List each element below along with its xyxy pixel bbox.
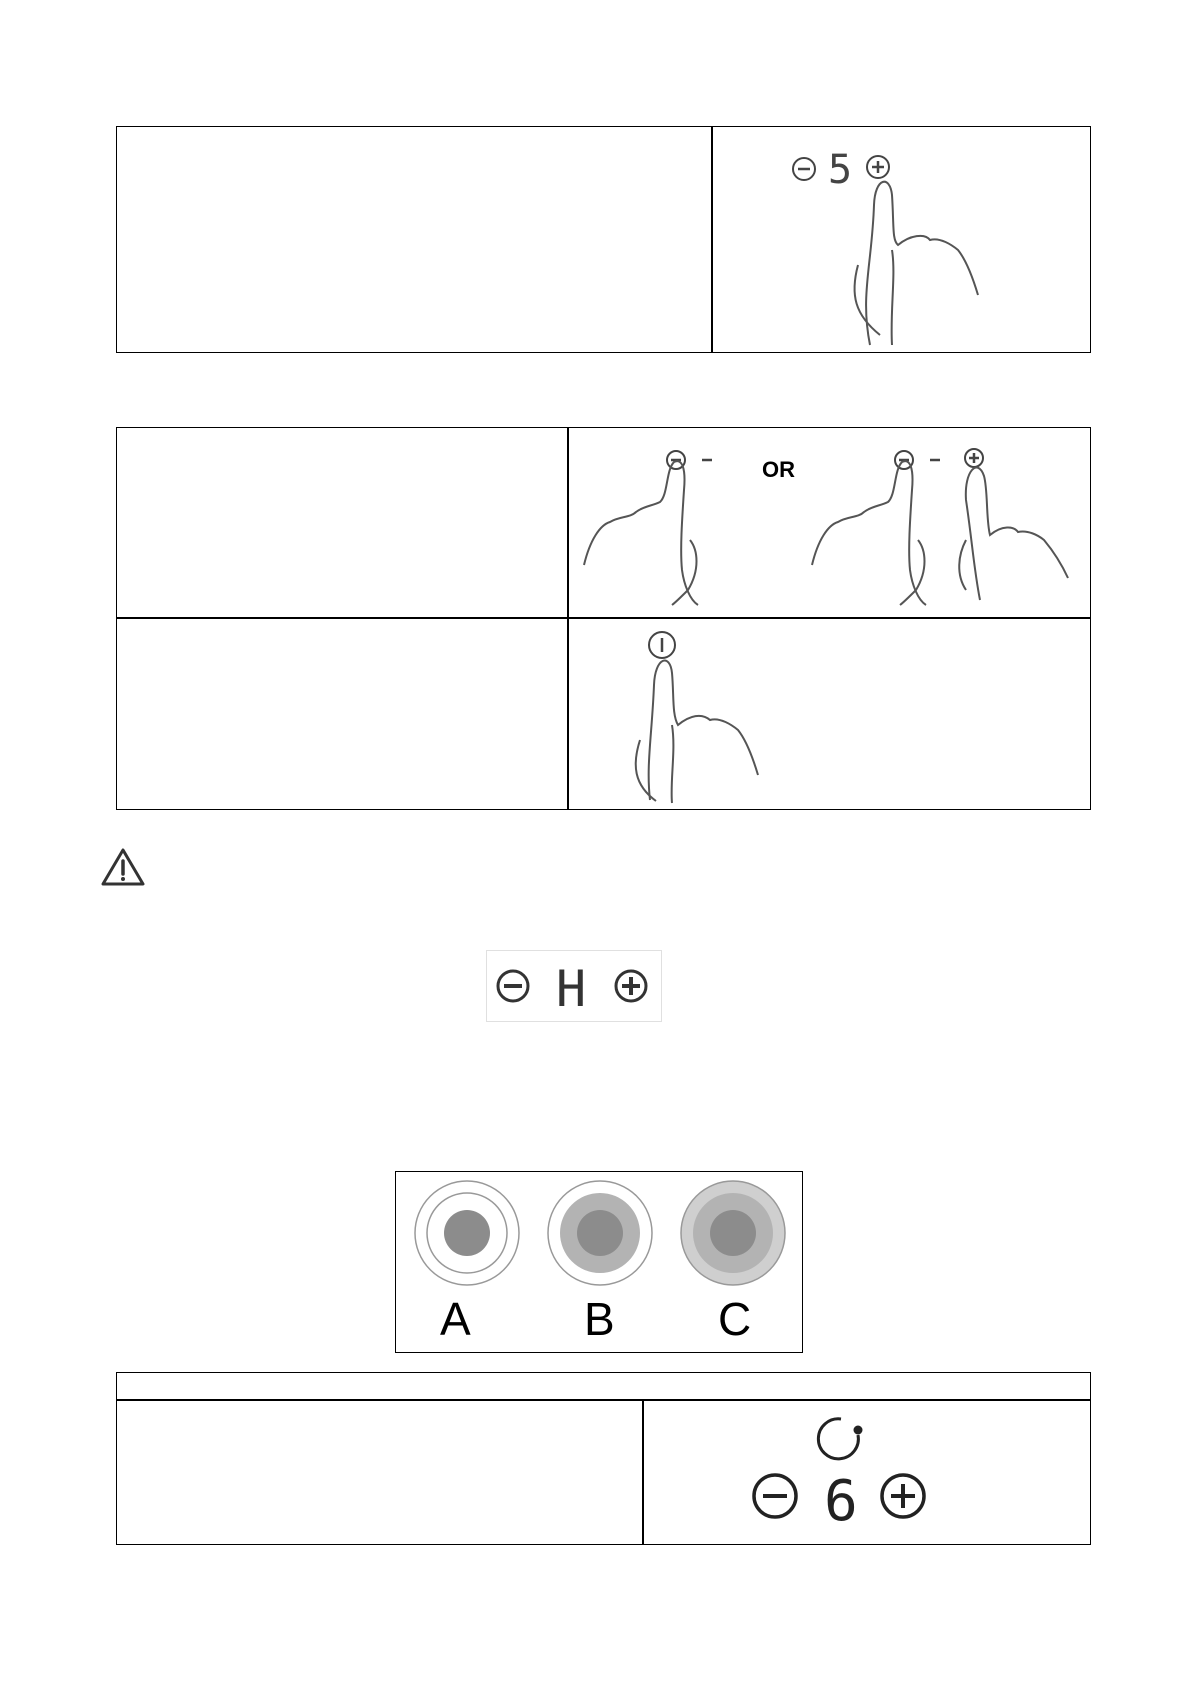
display-digit: 5 [828,147,853,193]
table-2-divider [567,427,569,810]
power-press-illustration [620,625,770,805]
table-1-text-cell [116,126,712,353]
table-3-header-divider [116,1399,1091,1401]
plus-press-illustration [780,145,1020,345]
zone-a [412,1178,522,1288]
display-letter: H [556,960,587,1018]
zone-b [545,1178,655,1288]
residual-heat-display [486,950,662,1022]
finger-icon [959,468,1068,600]
finger-icon [854,182,978,345]
boost-display [745,1405,935,1537]
timer-icon [818,1419,862,1459]
zone-c [678,1178,788,1288]
table-3 [116,1372,1091,1545]
or-label: OR [762,457,795,482]
finger-icon [812,461,926,605]
display-digit: 6 [824,1469,858,1534]
finger-icon [584,461,698,605]
zone-label-a: A [440,1293,471,1345]
finger-icon [636,661,758,804]
minus-press-illustration [580,440,740,605]
warning-triangle-icon [100,847,146,887]
minus-plus-press-illustration [806,440,1086,605]
zone-label-c: C [718,1293,752,1345]
table-3-divider [642,1399,644,1545]
zone-label-b: B [584,1293,615,1345]
table-2-row-divider [116,617,1091,619]
